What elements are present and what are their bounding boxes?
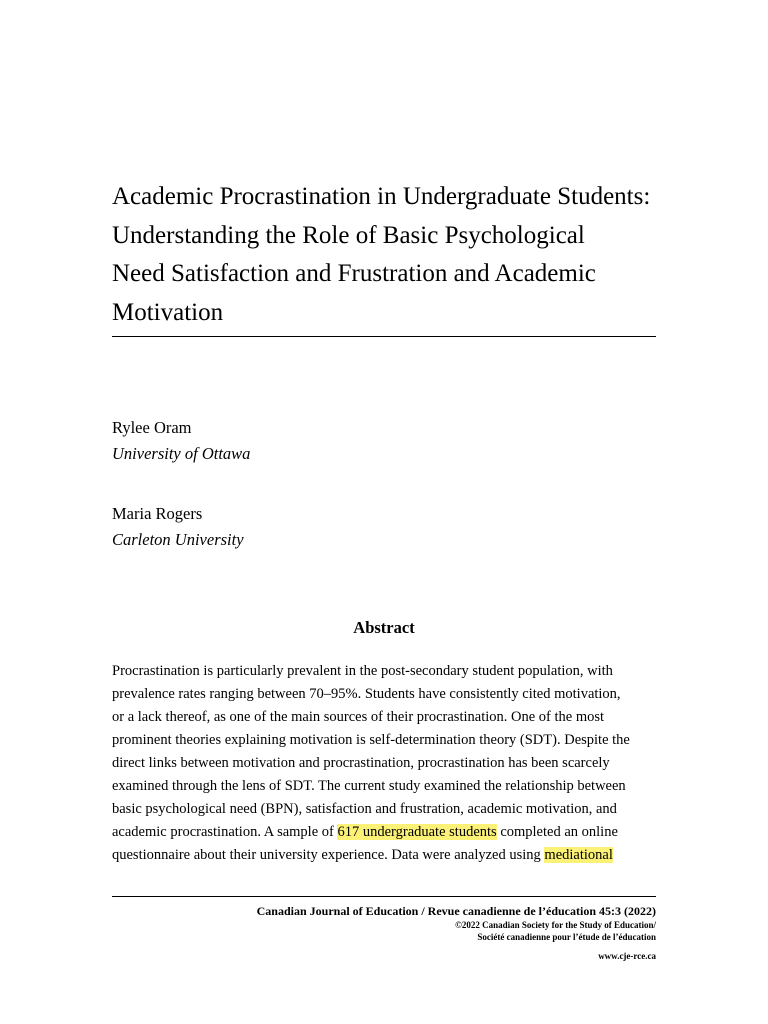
abstract-line: Procrastination is particularly prevalent in the post-secondary student population, with bbox=[112, 663, 613, 679]
highlighted-text[interactable]: mediational bbox=[544, 847, 613, 863]
author-block bbox=[112, 415, 250, 467]
title-line: Need Satisfaction and Frustration and Academic bbox=[112, 260, 596, 287]
author-name: Rylee Oram bbox=[112, 418, 192, 437]
copyright-line: Société canadienne pour l’étude de l’éducation bbox=[477, 931, 656, 942]
abstract-line: prevalence rates ranging between 70–95%. Students have consistently cited motivation, bbox=[112, 686, 621, 702]
journal-citation: Canadian Journal of Education / Revue canadienne de l’éducation 45:3 (2022) bbox=[256, 904, 656, 918]
abstract-line: basic psychological need (BPN), satisfaction and frustration, academic motivation, and bbox=[112, 801, 617, 817]
abstract-line: direct links between motivation and procrastination, procrastination has been scarcely bbox=[112, 755, 610, 771]
abstract-line: examined through the lens of SDT. The current study examined the relationship between bbox=[112, 778, 626, 794]
abstract-text-segment: questionnaire about their university experience. Data were analyzed using bbox=[112, 847, 545, 863]
title-line: Understanding the Role of Basic Psychological bbox=[112, 221, 585, 249]
abstract-line bbox=[112, 844, 672, 867]
abstract-text bbox=[112, 660, 672, 867]
abstract-heading: Abstract bbox=[353, 618, 415, 637]
abstract-text-segment: completed an online bbox=[496, 824, 618, 840]
author-name: Maria Rogers bbox=[112, 504, 203, 523]
title-line: Motivation bbox=[112, 298, 224, 326]
footer-divider bbox=[112, 896, 656, 897]
author-affiliation: University of Ottawa bbox=[112, 444, 251, 463]
title-line: Academic Procrastination in Undergraduate Students: bbox=[112, 183, 651, 210]
copyright-line: ©2022 Canadian Society for the Study of Education/ bbox=[455, 920, 656, 930]
article-title bbox=[112, 178, 672, 332]
author-affiliation: Carleton University bbox=[112, 530, 244, 549]
journal-url[interactable]: www.cje-rce.ca bbox=[598, 951, 656, 961]
title-divider bbox=[112, 336, 656, 337]
abstract-text-segment: academic procrastination. A sample of bbox=[112, 824, 338, 840]
abstract-line bbox=[112, 821, 672, 844]
journal-footer bbox=[257, 903, 656, 963]
abstract-line: prominent theories explaining motivation is self-determination theory (SDT). Despite the bbox=[112, 732, 630, 748]
highlighted-text[interactable]: 617 undergraduate students bbox=[337, 824, 497, 840]
author-block bbox=[112, 501, 244, 553]
abstract-line: or a lack thereof, as one of the main sources of their procrastination. One of the most bbox=[112, 709, 605, 725]
